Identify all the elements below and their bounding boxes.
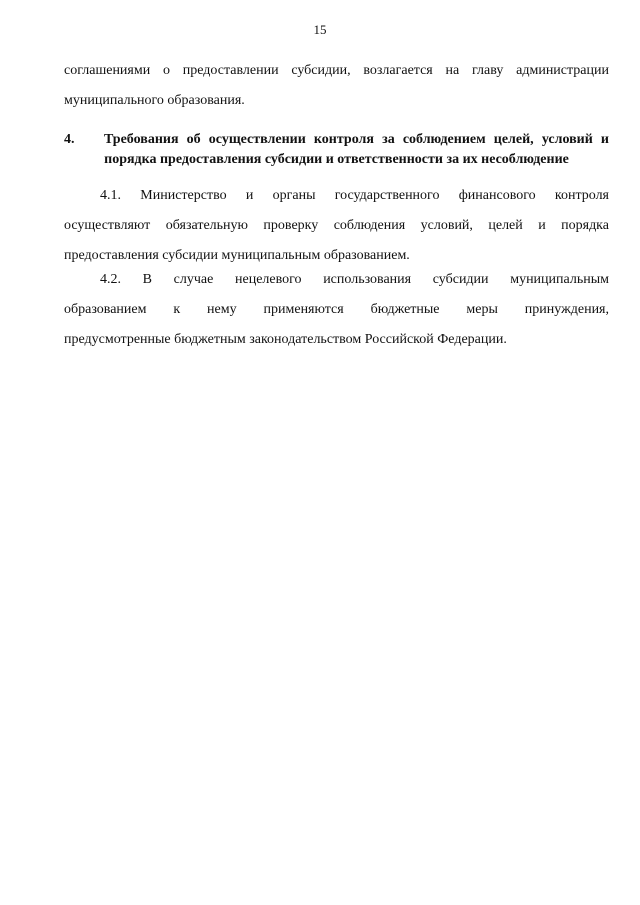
paragraph-4-2-line-3: предусмотренные бюджетным законодательством Российской Федерации. — [64, 332, 507, 347]
paragraph-4-2-line-2: образованием к нему применяются бюджетные меры принуждения, — [64, 302, 609, 317]
section-4-number: 4. — [64, 132, 75, 147]
section-4-title-line-1: Требования об осуществлении контроля за соблюдением целей, условий и — [104, 132, 609, 147]
section-4-heading — [64, 130, 609, 170]
intro-line-2: муниципального образования. — [64, 93, 245, 108]
paragraph-4-1 — [64, 181, 609, 271]
intro-line-1: соглашениями о предоставлении субсидии, возлагается на главу администрации — [64, 63, 609, 78]
paragraph-4-1-line-2: осуществляют обязательную проверку соблюдения условий, целей и порядка — [64, 218, 609, 233]
paragraph-4-1-line-1: 4.1. Министерство и органы государственного финансового контроля — [100, 188, 609, 203]
paragraph-4-2-line-1: 4.2. В случае нецелевого использования субсидии муниципальным — [100, 272, 609, 287]
paragraph-4-1-line-3: предоставления субсидии муниципальным образованием. — [64, 248, 410, 263]
paragraph-4-2 — [64, 265, 609, 355]
section-4-heading-line-1 — [64, 130, 609, 150]
intro-paragraph — [64, 56, 609, 116]
section-4-title-line-2: порядка предоставления субсидии и ответственности за их несоблюдение — [104, 152, 569, 167]
page-number: 15 — [313, 22, 327, 37]
